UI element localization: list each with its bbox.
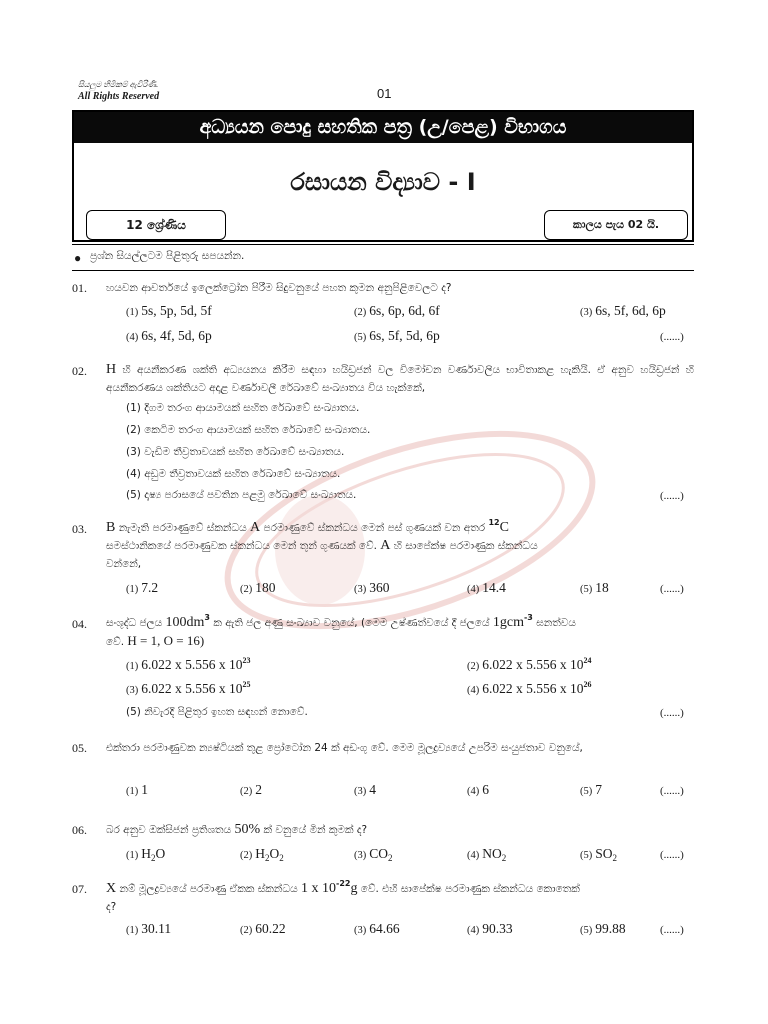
option: (1) 6.022 x 5.556 x $10^{23}$ [126,656,251,672]
instruction: ප්‍රශ්න සියල්ලටම පිළිතුරු සපයන්න. [90,250,245,262]
question-text: සංශුද්ධ ජලය $100dm^3$ ක ඇති ජල අණු සංඛ්‍යාව වනුයේ, (මෙම උෂ්ණත්වයේ දී ජලයේ 1gcm$^{-3}$ ඝනත්වය වේ. H = 1, O = 16) [106,613,576,648]
option: (2) 2 [240,782,262,797]
answer-blank: (......) [660,707,684,719]
time-badge: කාලය පැය 02 යි. [544,210,688,240]
option: (4) $NO_2$ [467,846,507,863]
option: (5) දෘෂ්‍ය පරාසයේ පවතින පළමු රේඛාවේ සංඛ්‍යාතය. [126,489,357,501]
option: (5) නිවැරදි පිළිතුර ඉහත සඳහන් නොවේ. [126,706,308,718]
option: (3) $CO_2$ [354,846,393,863]
copyright-sinhala: සියලුම හිමිකම් ඇවිරිණි. [78,80,159,89]
question-text: හයවන ආවර්තයේ ඉලෙක්ට්‍රෝන පිරීම සිදුවනුයේ පහත කුමන අනුපිළිවෙලට ද? [106,282,452,294]
question-number: 05. [72,741,87,755]
question-number: 04. [72,617,87,631]
option: (1) 7.2 [126,580,159,595]
option: (4) 6 [467,782,489,797]
bullet-icon: ● [74,251,82,265]
option: (4) 6.022 x 5.556 x $10^{26}$ [467,680,592,696]
option: (5) 6s, 5f, 5d, 6p [354,328,440,343]
option: (1) $H_2O$ [126,846,166,863]
option: (5) 7 [580,782,602,797]
answer-blank: (......) [660,849,684,861]
option: (5) 99.88 [580,921,626,936]
answer-blank: (......) [660,924,684,936]
option: (4) 90.33 [467,921,513,936]
option: (3) වැඩිම තීව්‍රතාවයක් සහිත රේඛාවේ සංඛ්‍යාතය. [126,446,345,458]
question-text: B නැමැති පරමාණුවේ ස්කන්ධය A පරමාණුවේ ස්කන්ධය මෙන් පස් ගුණයක් වන අතර $^{12}$C සමස්ථානිකයේ පරමාණුවක ස්කන්ධය මෙන් තුන් ගුණයක් වේ. A හි සාපේක්ෂ පරමාණුක ස්කන්ධය වන්නේ, [106,518,538,570]
option: (3) 4 [354,782,376,797]
divider [72,270,694,271]
divider [72,244,694,245]
option: (4) අඩුම තීව්‍රතාවයක් සහිත රේඛාවේ සංඛ්‍යාතය. [126,468,341,480]
option: (4) 14.4 [467,580,506,595]
question-number: 01. [72,281,87,295]
option: (2) $H_2O_2$ [240,846,284,863]
grade-badge: 12 ශ්‍රේණිය [86,210,226,240]
option: (3) 64.66 [354,921,400,936]
answer-blank: (......) [660,331,684,343]
answer-blank: (......) [660,583,684,595]
option: (5) 18 [580,580,609,595]
option: (3) 360 [354,580,390,595]
question-text: H හි අයනීකරණ ශක්ති අධ්‍යයනය කිරීම සඳහා හයිඩ්‍රජන් වල විමෝචන වර්ණාවලිය භාවිතාකළ හැකියි. ඒ අනුව හයිඩ්‍රජන් හි අයනීකරණය ශක්තියට අදාළ වර්ණාවලී රේඛාවේ සංඛ්‍යාතය විය හැක්කේ, [106,362,695,394]
option: (3) 6.022 x 5.556 x $10^{25}$ [126,680,251,696]
option: (1) 5s, 5p, 5d, 5f [126,303,212,318]
option: (5) $SO_2$ [580,846,618,863]
page-number: 01 [377,86,392,101]
option: (2) 180 [240,580,276,595]
department-title: අධ්‍යයන පොදු සහතික පත්‍ර (උ/පෙළ) විභාගය [74,112,692,143]
question-number: 06. [72,823,87,837]
question-text: X නම් මූලද්‍රව්‍යයේ පරමාණු ඒකක ස්කන්ධය 1 x $10^{-22}g$ වේ. එහි සාපේක්ෂ පරමාණුක ස්කන්ධය කොතෙක් ද? [106,879,580,913]
answer-blank: (......) [660,785,684,797]
question-number: 03. [72,522,87,536]
question-text: බර අනුව ඔක්සිජන් ප්‍රතිශතය 50% ක් වනුයේ මින් කුමක් ද? [106,822,368,837]
option: (2) 6s, 6p, 6d, 6f [354,303,440,318]
option: (2) 60.22 [240,921,286,936]
question-number: 07. [72,882,87,896]
option: (4) 6s, 4f, 5d, 6p [126,328,212,343]
answer-blank: (......) [660,490,684,502]
subject-title: රසායන විද්‍යාව - I [290,168,476,196]
option: (1) දිගම තරංග ආයාමයක් සහිත රේඛාවේ සංඛ්‍යාතය. [126,402,360,414]
question-number: 02. [72,364,87,378]
option: (2) කෙටිම තරංග ආයාමයක් සහිත රේඛාවේ සංඛ්‍යාතය. [126,424,371,436]
option: (3) 6s, 5f, 6d, 6p [580,303,666,318]
option: (2) 6.022 x 5.556 x $10^{24}$ [467,656,592,672]
copyright-english: All Rights Reserved [78,91,160,102]
option: (1) 30.11 [126,921,172,936]
option: (1) 1 [126,782,148,797]
question-text: එක්තරා පරමාණුවක න්‍යෂ්ටියක් තුළ ප්‍රෝටෝන 24 ක් අඩංගු වේ. මෙම මූලද්‍රව්‍යයේ උපරිම සංයුජතාව වනුයේ, [106,742,583,754]
